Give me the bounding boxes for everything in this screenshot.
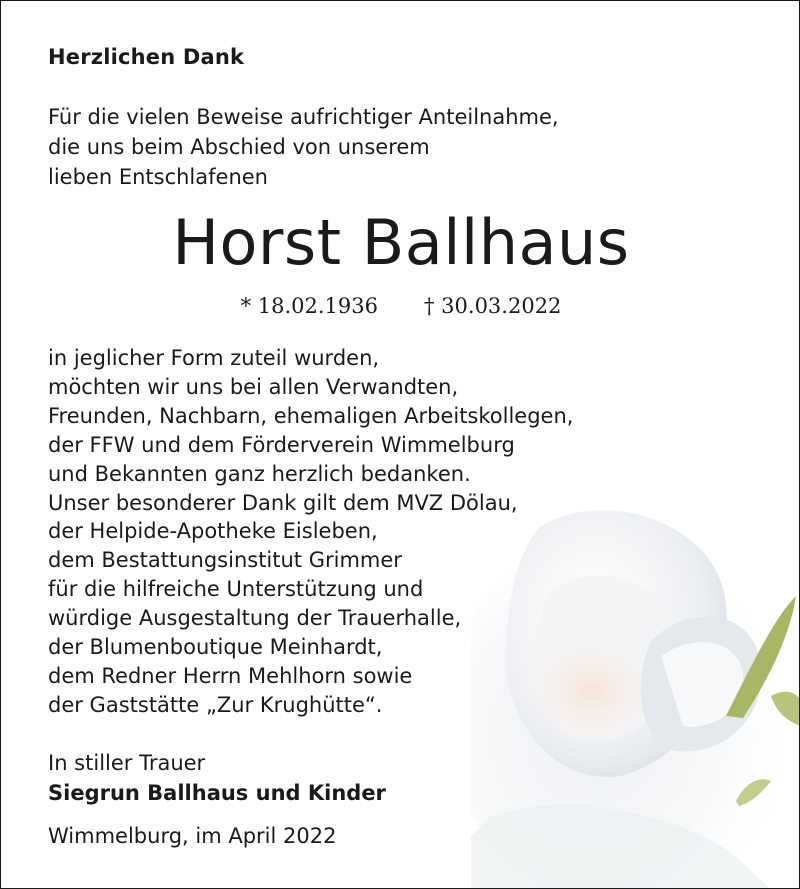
birth-date: * 18.02.1936	[240, 294, 378, 318]
place-date: Wimmelburg, im April 2022	[48, 824, 337, 848]
life-dates	[1, 294, 800, 318]
text-line: der Gaststätte „Zur Krughütte“.	[48, 692, 383, 717]
intro-line: lieben Entschlafenen	[48, 165, 268, 189]
intro-text	[48, 102, 559, 192]
text-line: möchten wir uns bei allen Verwandten,	[48, 374, 459, 399]
thanks-text	[48, 344, 573, 720]
text-line: für die hilfreiche Unterstützung und	[48, 577, 424, 602]
mourning-phrase: In stiller Trauer	[48, 751, 206, 775]
intro-line: Für die vielen Beweise aufrichtiger Anteilnahme,	[48, 105, 559, 129]
text-line: würdige Ausgestaltung der Trauerhalle,	[48, 606, 462, 631]
text-line: in jeglicher Form zuteil wurden,	[48, 346, 380, 370]
mourning-block	[48, 748, 386, 808]
text-line: Freunden, Nachbarn, ehemaligen Arbeitskollegen,	[48, 403, 574, 428]
deceased-name: Horst Ballhaus	[172, 206, 630, 279]
signers: Siegrun Ballhaus und Kinder	[48, 781, 386, 805]
intro-line: die uns beim Abschied von unserem	[48, 135, 430, 159]
text-line: und Bekannten ganz herzlich bedanken.	[48, 461, 471, 486]
text-line: der FFW und dem Förderverein Wimmelburg	[48, 432, 515, 457]
text-line: dem Bestattungsinstitut Grimmer	[48, 548, 402, 573]
text-line: der Blumenboutique Meinhardt,	[48, 635, 383, 660]
death-date: † 30.03.2022	[424, 294, 562, 318]
text-line: der Helpide-Apotheke Eisleben,	[48, 519, 378, 544]
heading: Herzlichen Dank	[48, 45, 245, 69]
text-line: dem Redner Herrn Mehlhorn sowie	[48, 663, 413, 688]
text-line: Unser besonderer Dank gilt dem MVZ Dölau,	[48, 490, 518, 515]
